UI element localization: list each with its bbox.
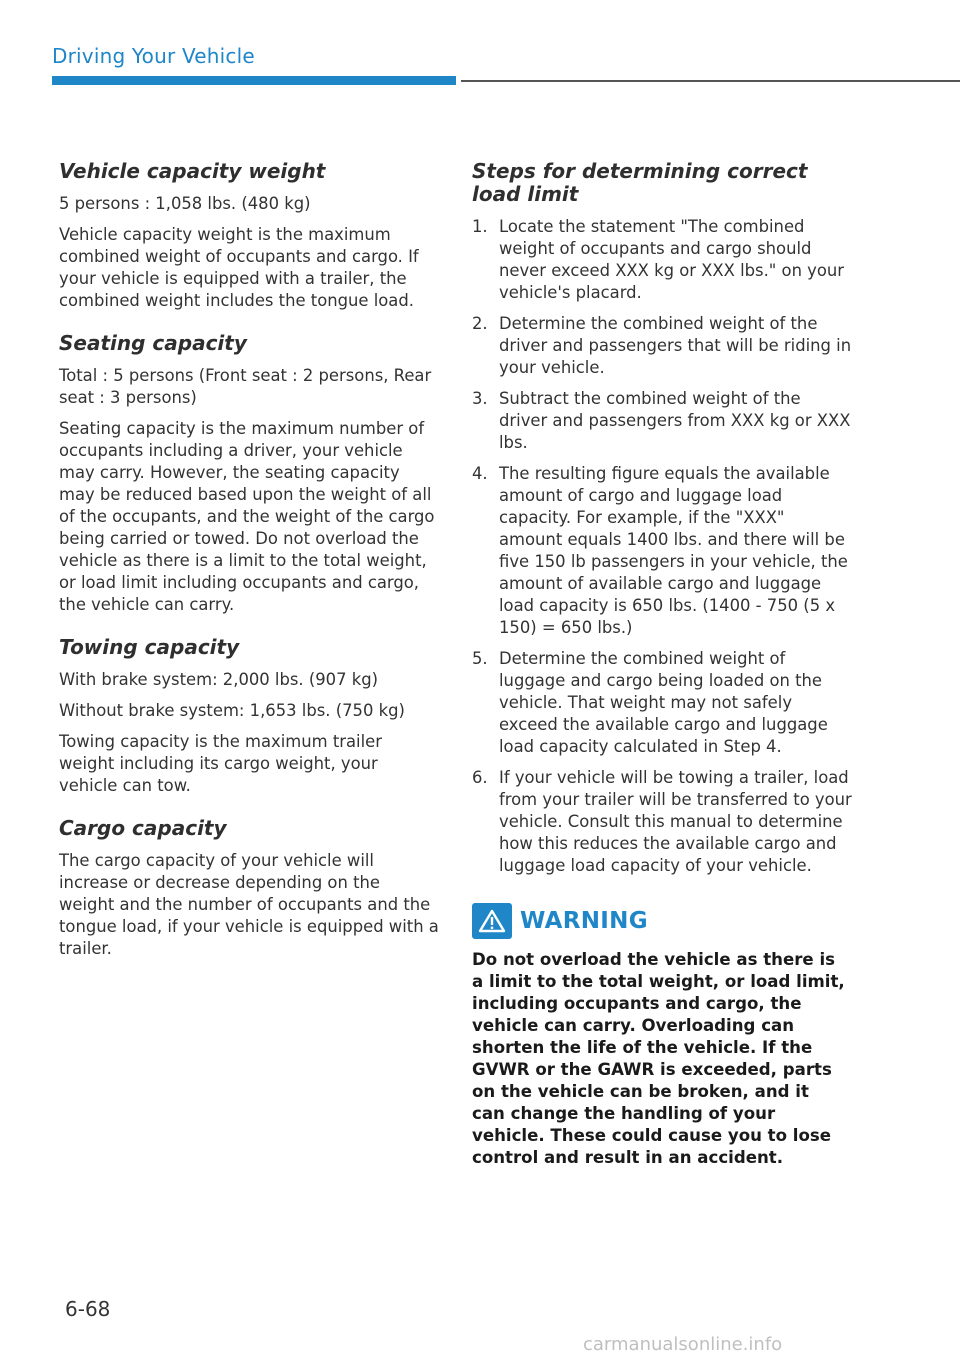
- step-number: 6.: [472, 768, 488, 787]
- step-number: 2.: [472, 314, 488, 333]
- warning-header: [472, 903, 852, 939]
- paragraph: 5 persons : 1,058 lbs. (480 kg): [59, 194, 311, 213]
- paragraph: Towing capacity is the maximum trailer weight including its cargo weight, your vehicle can tow.: [59, 732, 382, 795]
- section-heading: Towing capacity: [59, 635, 240, 659]
- left-column: [59, 160, 439, 980]
- warning-triangle-icon: [472, 903, 512, 939]
- step-text: Determine the combined weight of the driver and passengers that will be riding in your vehicle.: [499, 314, 852, 377]
- step-number: 1.: [472, 217, 488, 236]
- section-towing-capacity: [59, 636, 439, 797]
- page-number: 6-68: [65, 1297, 111, 1321]
- watermark: carmanualsonline.info: [583, 1334, 783, 1355]
- list-item: [472, 463, 852, 639]
- warning-text: Do not overload the vehicle as there is a limit to the total weight, or load limit, including occupants and cargo, the vehicle can carry. Overloading can shorten the life of the vehicle. If the GVWR or the GAWR is exceeded, parts on the vehicle can be broken, and it can change the handling of your vehicle. These could cause you to lose control and result in an accident.: [472, 950, 845, 1167]
- warning-title: WARNING: [520, 908, 648, 934]
- section-vehicle-capacity: [59, 160, 439, 312]
- step-number: 3.: [472, 389, 488, 408]
- section-heading: Seating capacity: [59, 331, 247, 355]
- paragraph: Vehicle capacity weight is the maximum combined weight of occupants and cargo. If your vehicle is equipped with a trailer, the combined weight includes the tongue load.: [59, 225, 419, 310]
- section-heading: Vehicle capacity weight: [59, 159, 326, 183]
- header-rule-accent: [52, 76, 456, 85]
- paragraph: Without brake system: 1,653 lbs. (750 kg): [59, 701, 405, 720]
- step-text: If your vehicle will be towing a trailer, load from your trailer will be transferred to your vehicle. Consult this manual to determine how this reduces the available cargo and luggage load capacity of your vehicle.: [499, 768, 852, 875]
- steps-list: [472, 216, 852, 877]
- section-heading: Steps for determining correct load limit: [472, 159, 808, 206]
- chapter-title: Driving Your Vehicle: [52, 44, 255, 68]
- step-text: Locate the statement "The combined weight of occupants and cargo should never exceed XXX kg or XXX lbs." on your vehicle's placard.: [499, 217, 845, 302]
- warning-box: [472, 903, 852, 1169]
- section-seating-capacity: [59, 332, 439, 616]
- step-text: Determine the combined weight of luggage and cargo being loaded on the vehicle. That weight may not safely exceed the available cargo and luggage load capacity calculated in Step 4.: [499, 649, 828, 756]
- header-rule: [461, 80, 960, 82]
- step-text: Subtract the combined weight of the driver and passengers from XXX kg or XXX lbs.: [499, 389, 851, 452]
- list-item: [472, 767, 852, 877]
- section-cargo-capacity: [59, 817, 439, 960]
- section-heading: Cargo capacity: [59, 816, 227, 840]
- paragraph: Seating capacity is the maximum number of occupants including a driver, your vehicle may carry. However, the seating capacity may be reduced based upon the weight of all of the occupants, and the weight of the cargo being carried or towed. Do not overload the vehicle as there is a limit to the total weight, or load limit including occupants and cargo, the vehicle can carry.: [59, 419, 435, 614]
- right-column: [472, 160, 852, 1169]
- list-item: [472, 313, 852, 379]
- list-item: [472, 388, 852, 454]
- paragraph: Total : 5 persons (Front seat : 2 persons, Rear seat : 3 persons): [59, 366, 432, 407]
- list-item: [472, 216, 852, 304]
- paragraph: With brake system: 2,000 lbs. (907 kg): [59, 670, 379, 689]
- paragraph: The cargo capacity of your vehicle will increase or decrease depending on the weight and the number of occupants and the tongue load, if your vehicle is equipped with a trailer.: [59, 851, 439, 958]
- step-number: 5.: [472, 649, 488, 668]
- step-number: 4.: [472, 464, 488, 483]
- list-item: [472, 648, 852, 758]
- step-text: The resulting figure equals the available amount of cargo and luggage load capacity. For example, if the "XXX" amount equals 1400 lbs. and there will be five 150 lb passengers in your vehicle, the amount of available cargo and luggage load capacity is 650 lbs. (1400 - 750 (5 x 150) = 650 lbs.): [499, 464, 848, 637]
